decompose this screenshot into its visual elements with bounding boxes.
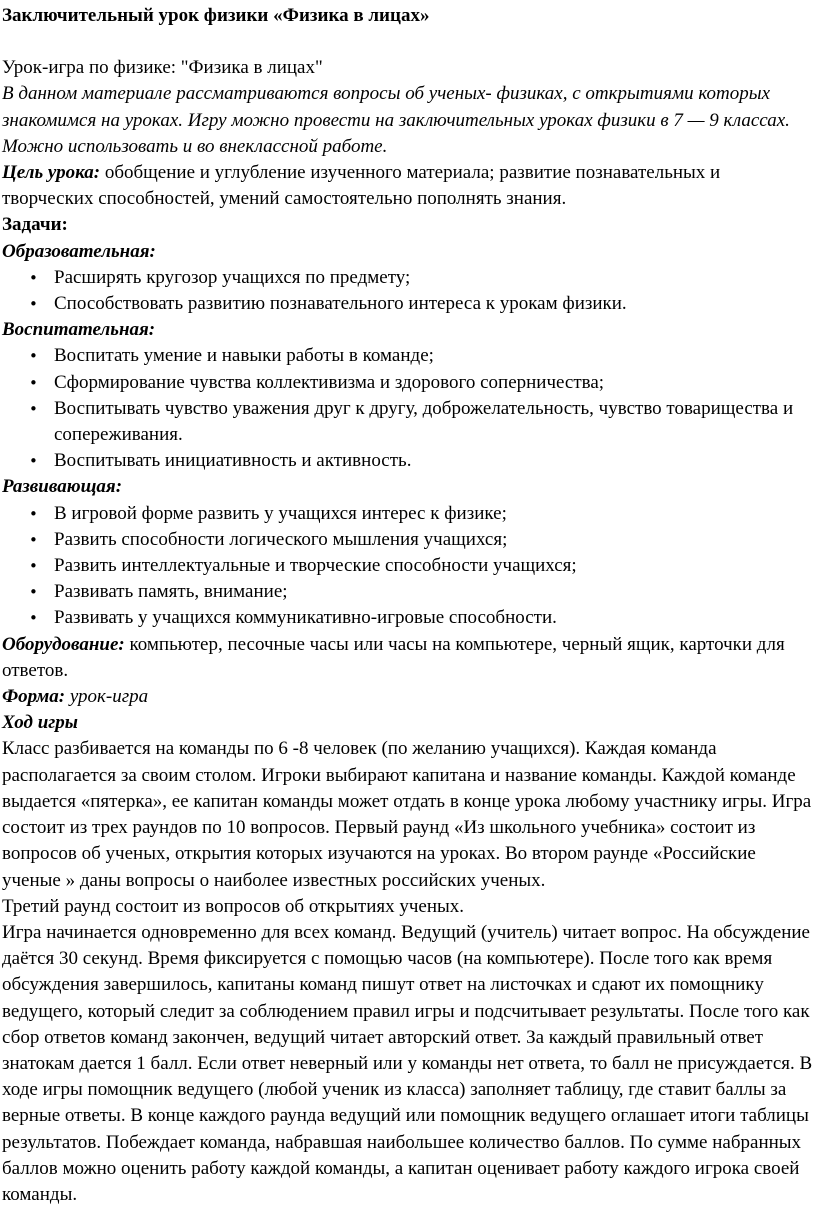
educational-list — [2, 265, 816, 317]
list-item: • Развить интеллектуальные и творческие способности учащихся; — [2, 553, 816, 579]
goal-label: Цель урока: — [2, 162, 101, 184]
course-heading: Ход игры — [2, 712, 78, 734]
list-item: • Расширять кругозор учащихся по предмету; — [2, 265, 816, 291]
course-paragraph-1: Класс разбивается на команды по 6 -8 человек (по желанию учащихся). Каждая команда располагается за своим столом. Игроки выбирают капитана и название команды. Каждой команде выдается «пятерка», ее капитан команды может отдать в конце урока любому участнику игры. Игра состоит из трех раундов по 10 вопросов. Первый раунд «Из школьного учебника» состоит из вопросов об ученых, открытия которых изучаются на уроках. Во втором раунде «Российские ученые » даны вопросы о наиболее известных российских ученых. — [2, 738, 812, 891]
course-paragraph-3: Игра начинается одновременно для всех команд. Ведущий (учитель) читает вопрос. На обсуждение даётся 30 секунд. Время фиксируется с помощью часов (на компьютере). После того как время обсуждения завершилось, капитаны команд пишут ответ на листочках и сдают их помощнику ведущего, который следит за соблюдением правил игры и подсчитывает результаты. После того как сбор ответов команд закончен, ведущий читает авторский ответ. За каждый правильный ответ знатокам дается 1 балл. Если ответ неверный или у команды нет ответа, то балл не присуждается. В ходе игры помощник ведущего (любой ученик из класса) заполняет таблицу, где ставит баллы за верные ответы. В конце каждого раунда ведущий или помощник ведущего оглашает итоги таблицы результатов. Побеждает команда, набравшая наибольшее количество баллов. По сумме набранных баллов можно оценить работу каждой команды, а капитан оценивает работу каждого игрока своей команды. — [2, 921, 813, 1205]
list-item: • Воспитывать чувство уважения друг к другу, доброжелательность, чувство товарищества и сопереживания. — [2, 396, 816, 448]
form-paragraph — [2, 684, 816, 710]
list-item: • Развить способности логического мышления учащихся; — [2, 527, 816, 553]
goal-paragraph — [2, 160, 816, 212]
equipment-text: компьютер, песочные часы или часы на компьютере, черный ящик, карточки для ответов. — [2, 633, 785, 681]
educational-heading: Образовательная: — [2, 240, 156, 262]
list-item: • Развивать у учащихся коммуникативно-игровые способности. — [2, 605, 816, 631]
list-item: • Воспитывать инициативность и активность. — [2, 448, 816, 474]
form-label: Форма: — [2, 686, 66, 708]
list-item: • В игровой форме развить у учащихся интерес к физике; — [2, 501, 816, 527]
list-item: • Развивать память, внимание; — [2, 579, 816, 605]
developing-list — [2, 501, 816, 632]
equipment-paragraph — [2, 632, 816, 684]
course-paragraph-2: Третий раунд состоит из вопросов об открытиях ученых. — [2, 895, 465, 917]
upbringing-heading: Воспитательная: — [2, 319, 156, 341]
document-title: Заключительный урок физики «Физика в лицах» — [2, 5, 430, 26]
document-subtitle: Урок-игра по физике: "Физика в лицах" — [2, 57, 323, 79]
blank-line — [2, 29, 816, 55]
list-item: • Воспитать умение и навыки работы в команде; — [2, 343, 816, 369]
goal-text: обобщение и углубление изученного материала; развитие познавательных и творческих способностей, умений самостоятельно пополнять знания. — [2, 162, 721, 210]
document-page — [0, 3, 816, 1205]
list-item: • Способствовать развитию познавательного интереса к урокам физики. — [2, 291, 816, 317]
equipment-label: Оборудование: — [2, 633, 125, 655]
developing-heading: Развивающая: — [2, 476, 123, 498]
list-item: • Сформирование чувства коллективизма и здорового соперничества; — [2, 370, 816, 396]
intro-paragraph: В данном материале рассматриваются вопросы об ученых- физиках, с открытиями которых знакомимся на уроках. Игру можно провести на заключительных уроках физики в 7 — 9 классах. Можно использовать и во внеклассной работе. — [2, 83, 790, 157]
tasks-heading: Задачи: — [2, 214, 68, 236]
form-text: урок-игра — [65, 686, 149, 708]
upbringing-list — [2, 343, 816, 474]
